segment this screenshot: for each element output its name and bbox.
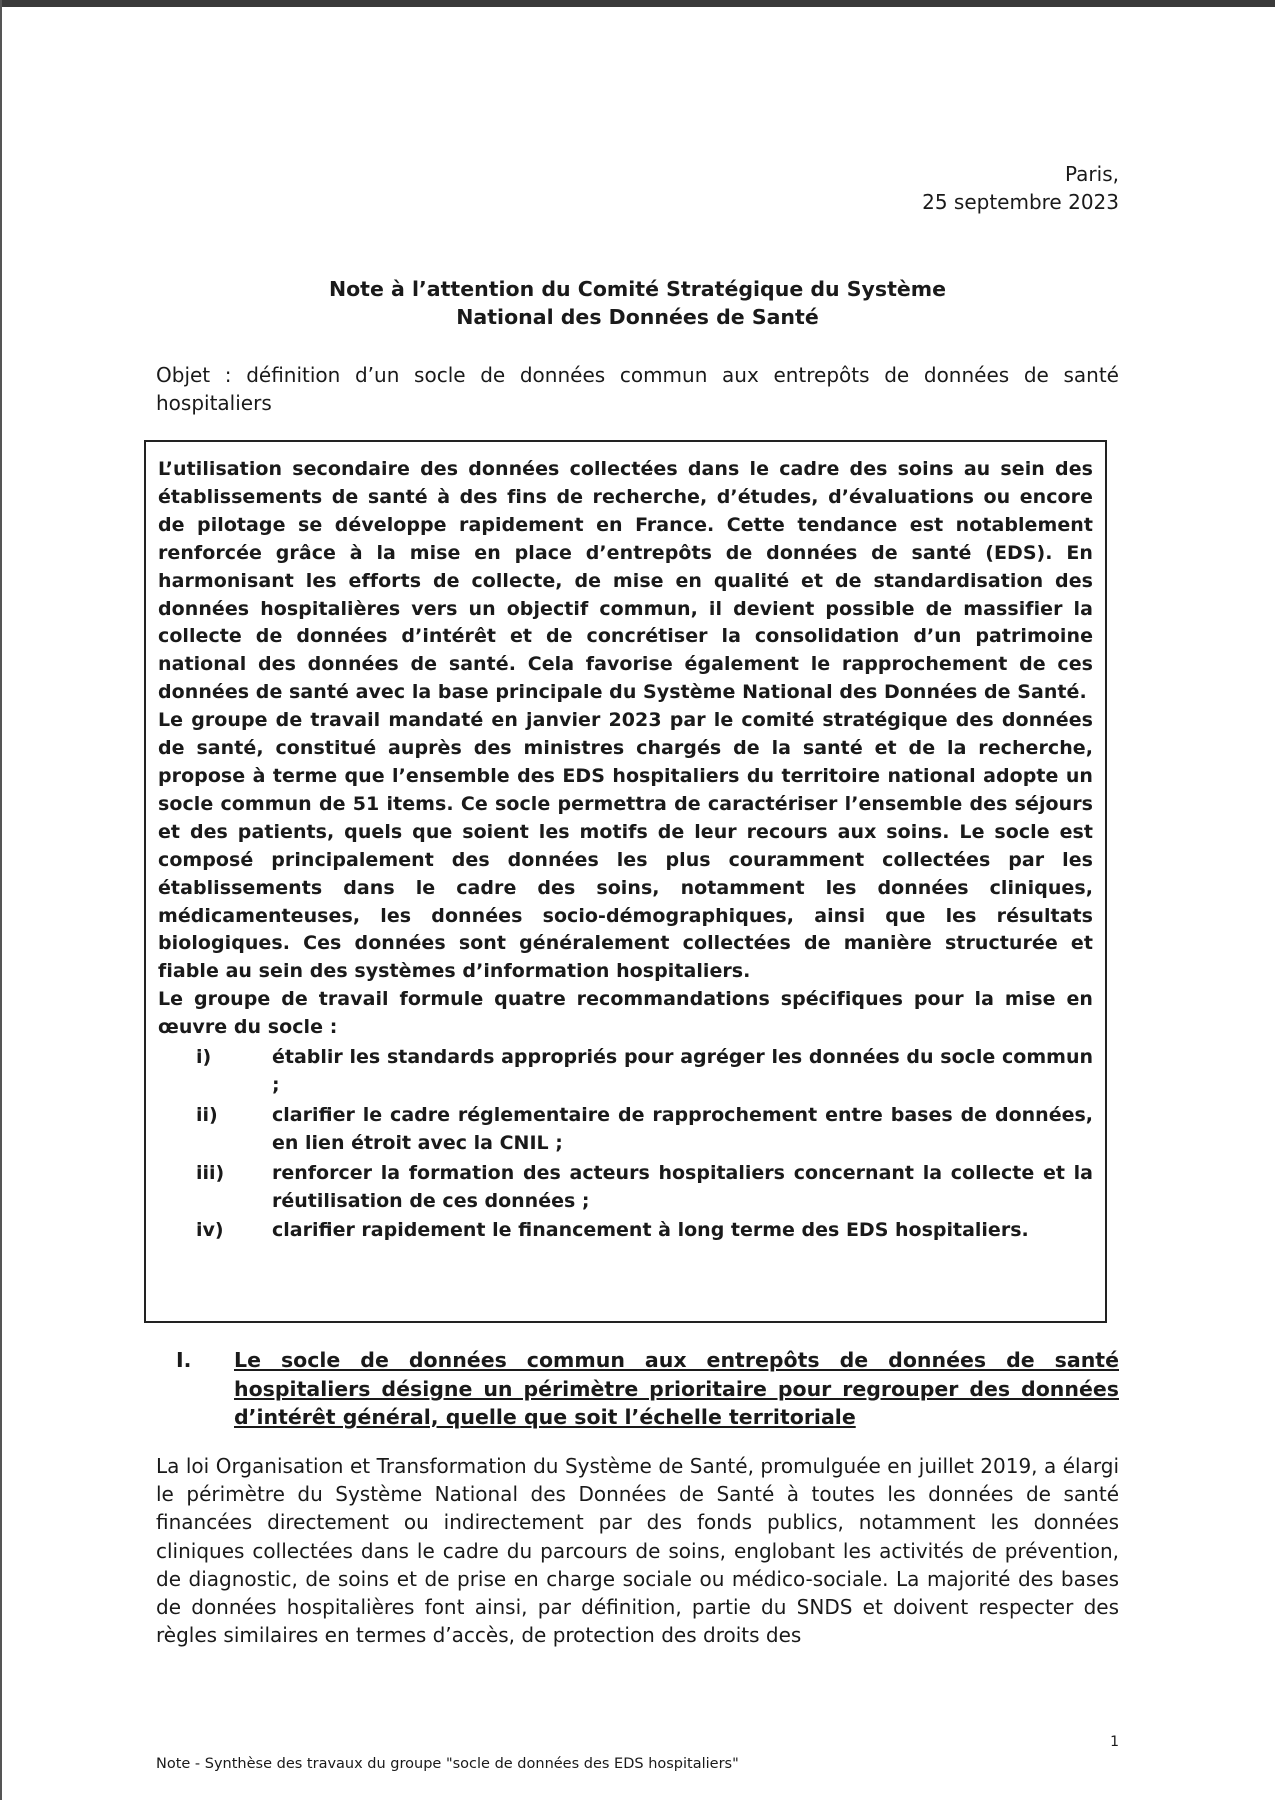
- section-heading-text: Le socle de données commun aux entrepôts de données de santé hospitaliers désigne un périmètre prioritaire pour regrouper des données d’intérêt général, quelle que soit l’échelle territoriale: [234, 1348, 1119, 1429]
- document-title: [156, 275, 1119, 331]
- summary-paragraph-1: L’utilisation secondaire des données collectées dans le cadre des soins au sein des établissements de santé à des fins de recherche, d’études, d’évaluations ou encore de pilotage se développe rapidement en France. Cette tendance est notablement renforcée grâce à la mise en place d’entrepôts de données de santé (EDS). En harmonisant les efforts de collecte, de mise en qualité et de standardisation des données hospitalières vers un objectif commun, il devient possible de massifier la collecte de données d’intérêt et de concrétiser la consolidation d’un patrimoine national des données de santé. Cela favorise également le rapprochement de ces données de santé avec la base principale du Système National des Données de Santé.: [158, 458, 1093, 704]
- recommendation-number: iv): [196, 1219, 224, 1242]
- subject-line: Objet : définition d’un socle de données commun aux entrepôts de données de santé hospitaliers: [156, 363, 1119, 415]
- recommendation-item: [158, 1102, 1093, 1158]
- body-paragraph: La loi Organisation et Transformation du Système de Santé, promulguée en juillet 2019, a élargi le périmètre du Système National des Données de Santé à toutes les données de santé financées directement ou indirectement par des fonds publics, notamment les données cliniques collectées dans le cadre du parcours de soins, englobant les activités de prévention, de diagnostic, de soins et de prise en charge sociale ou médico-sociale. La majorité des bases de données hospitalières font ainsi, par définition, partie du SNDS et doivent respecter des règles similaires en termes d’accès, de protection des droits des: [156, 1454, 1119, 1648]
- place-date-block: [922, 160, 1119, 216]
- footer-text: Note - Synthèse des travaux du groupe "socle de données des EDS hospitaliers": [156, 1756, 739, 1772]
- date: 25 septembre 2023: [922, 190, 1119, 214]
- summary-paragraph-3: Le groupe de travail formule quatre recommandations spécifiques pour la mise en œuvre du socle :: [158, 988, 1093, 1039]
- section-number: I.: [176, 1348, 192, 1372]
- recommendation-number: i): [196, 1046, 212, 1069]
- recommendation-number: iii): [196, 1161, 225, 1184]
- recommendations-list: [158, 1044, 1093, 1245]
- page-left-edge: [0, 0, 2, 1800]
- recommendation-item: [158, 1044, 1093, 1100]
- recommendation-text: renforcer la formation des acteurs hospitaliers concernant la collecte et la réutilisation de ces données ;: [272, 1161, 1093, 1212]
- summary-box: [144, 440, 1107, 1323]
- recommendation-item: [158, 1217, 1093, 1245]
- recommendation-text: clarifier rapidement le financement à long terme des EDS hospitaliers.: [272, 1219, 1029, 1242]
- recommendation-number: ii): [196, 1103, 218, 1126]
- title-line-2: National des Données de Santé: [456, 305, 819, 329]
- recommendation-item: [158, 1160, 1093, 1216]
- viewer-top-bar: [0, 0, 1275, 7]
- summary-paragraph-2: Le groupe de travail mandaté en janvier 2023 par le comité stratégique des données de santé, constitué auprès des ministres chargés de la santé et de la recherche, propose à terme que l’ensemble des EDS hospitaliers du territoire national adopte un socle commun de 51 items. Ce socle permettra de caractériser l’ensemble des séjours et des patients, quels que soient les motifs de leur recours aux soins. Le socle est composé principalement des données les plus couramment collectées par les établissements dans le cadre des soins, notamment les données cliniques, médicamenteuses, les données socio-démographiques, ainsi que les résultats biologiques. Ces données sont généralement collectées de manière structurée et fiable au sein des systèmes d’information hospitaliers.: [158, 709, 1093, 983]
- title-line-1: Note à l’attention du Comité Stratégique du Système: [328, 277, 947, 301]
- section-heading: [176, 1346, 1119, 1432]
- place: Paris,: [1065, 162, 1119, 186]
- page-number: 1: [1110, 1734, 1119, 1750]
- recommendation-text: établir les standards appropriés pour agréger les données du socle commun ;: [272, 1046, 1093, 1096]
- recommendation-text: clarifier le cadre réglementaire de rapprochement entre bases de données, en lien étroit avec la CNIL ;: [272, 1103, 1093, 1154]
